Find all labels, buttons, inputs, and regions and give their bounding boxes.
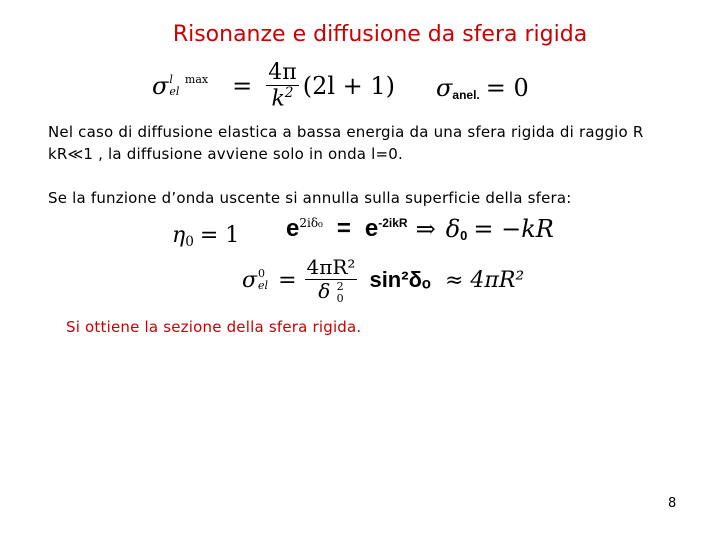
exp-exponent-1: 2iδ₀ xyxy=(299,215,323,230)
sigma-anel-subscript: anel. xyxy=(452,88,480,102)
delta-rhs: = −kR xyxy=(473,214,554,243)
fraction-denominator-sup: 2 xyxy=(336,279,344,293)
exp-base-1: e xyxy=(286,214,300,242)
sigma-el-0-formula xyxy=(242,256,524,305)
exponential-relation xyxy=(286,214,554,243)
sigma-el-max-formula xyxy=(152,60,395,112)
slide-title: Risonanze e diffusione da sfera rigida xyxy=(172,22,588,47)
fraction-denominator-delta: δ xyxy=(318,279,331,303)
paragraph-line-1: Nel caso di diffusione elastica a bassa energia da una sfera rigida di raggio R xyxy=(48,123,644,141)
sigma-superscript-l: l xyxy=(169,72,173,86)
fraction-numerator-4piR2: 4πR² xyxy=(306,255,356,279)
sin-squared-term: sin²δₒ xyxy=(369,267,431,293)
delta-subscript: 0 xyxy=(460,228,468,243)
page-number: 8 xyxy=(668,496,677,511)
paragraph-wavefunction: Se la funzione d’onda uscente si annulla sulla superficie della sfera: xyxy=(48,189,572,207)
sigma-superscript-max: max xyxy=(184,72,209,86)
paragraph-elastic-scattering xyxy=(48,121,644,165)
fraction-numerator: 4π xyxy=(268,60,297,85)
approx-term: ≈ 4πR² xyxy=(444,267,525,293)
sigma-anel-formula xyxy=(436,74,529,102)
sigma-el-0-superscript: 0 xyxy=(258,267,266,281)
exp-equals: = xyxy=(336,214,351,242)
implies-arrow: ⇒ xyxy=(415,214,436,243)
sigma-anel-rhs: = 0 xyxy=(485,74,529,102)
eta-subscript: 0 xyxy=(185,234,194,250)
eta-rhs: = 1 xyxy=(199,222,240,248)
equals-sign: = xyxy=(232,71,253,100)
conclusion-text: Si ottiene la sezione della sfera rigida. xyxy=(66,318,362,336)
fraction-denominator-sub: 0 xyxy=(336,291,344,305)
exp-exponent-2: -2ikR xyxy=(378,215,408,230)
fraction-4pi-k2 xyxy=(266,60,298,112)
fraction-denominator-exp: 2 xyxy=(284,85,294,102)
sigma-el-0-equals: = xyxy=(278,267,297,293)
delta-symbol: δ xyxy=(445,214,461,243)
sigma-symbol: σ xyxy=(152,71,169,100)
eta-formula xyxy=(172,220,239,250)
sigma-el-0-subscript: el xyxy=(258,279,269,293)
exp-base-2: e xyxy=(364,214,379,242)
fraction-denominator-k: k xyxy=(271,86,285,112)
sigma-anel-symbol: σ xyxy=(436,74,453,102)
factor-2l-plus-1: (2l + 1) xyxy=(302,71,396,100)
sigma-el-0-symbol: σ xyxy=(242,267,258,293)
paragraph-line-2: kR≪1 , la diffusione avviene solo in onda l=0. xyxy=(48,145,404,163)
eta-symbol: η xyxy=(172,222,186,248)
sigma-subscript-el: el xyxy=(169,84,180,98)
fraction-4piR2-delta2 xyxy=(305,256,358,305)
